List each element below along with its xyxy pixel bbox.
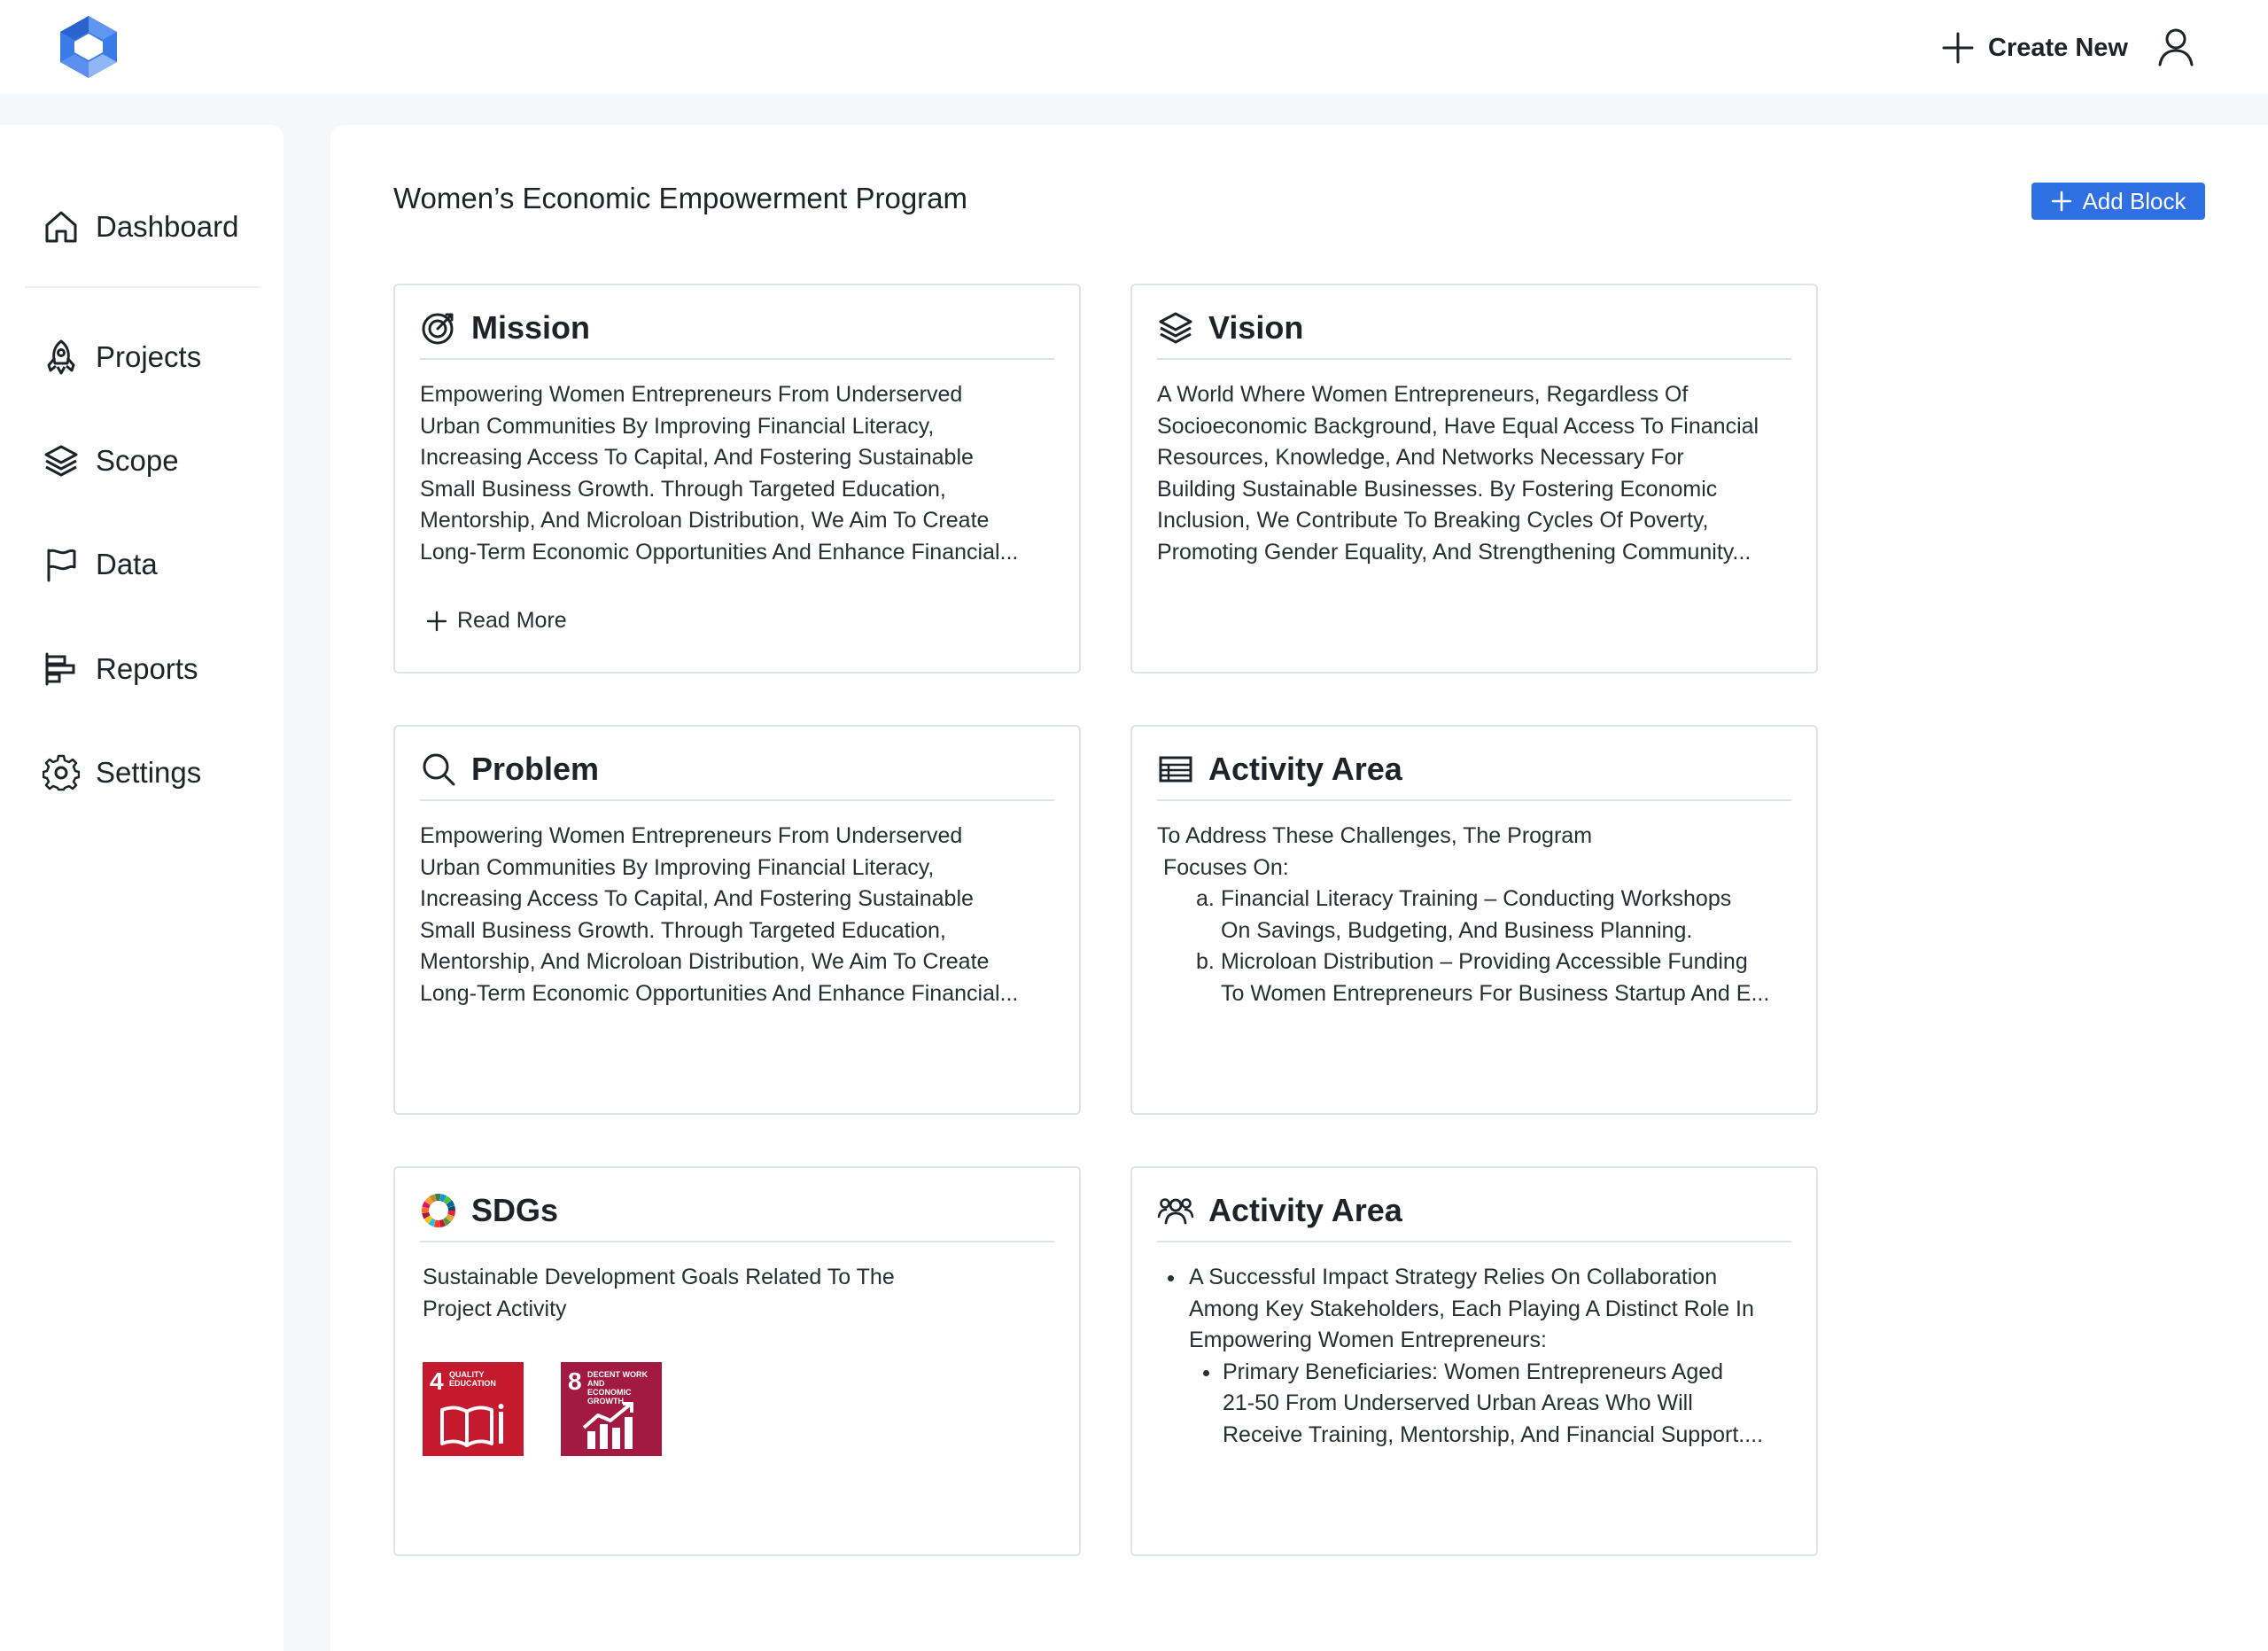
- sdg-goal-number: 4: [430, 1367, 444, 1395]
- list-item-text: Receive Training, Mentorship, And Financial Support....: [1223, 1421, 1764, 1447]
- plus-icon: [1940, 30, 1976, 66]
- card-header: [420, 739, 1054, 801]
- sidebar-item-label: Reports: [96, 652, 198, 685]
- card-text-line: Small Business Growth. Through Targeted Education,: [420, 917, 946, 943]
- sidebar-item-label: Projects: [96, 340, 202, 373]
- card-body: [1157, 1262, 1804, 1452]
- card-text-line: Project Activity: [423, 1296, 567, 1321]
- sdg-goal-4-tile[interactable]: [423, 1362, 524, 1456]
- read-more-button[interactable]: [425, 608, 567, 634]
- create-new-label: Create New: [1988, 33, 2128, 62]
- list-item: [1196, 884, 1804, 946]
- home-icon: [43, 208, 80, 245]
- sdgs-card: [393, 1166, 1081, 1556]
- sidebar-item-reports[interactable]: [43, 644, 198, 694]
- sidebar-item-data[interactable]: [43, 540, 158, 589]
- sdg-goal-8-tile[interactable]: [561, 1362, 662, 1456]
- hexagon-c-logo-icon[interactable]: [57, 14, 120, 80]
- bar-chart-icon: [43, 650, 80, 688]
- card-title: SDGs: [471, 1192, 559, 1228]
- stakeholder-list: [1157, 1262, 1804, 1452]
- plus-icon: [425, 610, 448, 633]
- list-marker: b.: [1196, 949, 1215, 975]
- card-title: Problem: [471, 751, 600, 787]
- vision-card: [1130, 284, 1818, 674]
- table-icon: [1157, 751, 1194, 788]
- sidebar-item-label: Data: [96, 548, 158, 580]
- sidebar-item-label: Scope: [96, 444, 179, 477]
- sdg-goal-label-line: DECENT WORK AND: [587, 1370, 648, 1388]
- activity-area-card: [1130, 725, 1818, 1115]
- list-item: [1189, 1262, 1804, 1452]
- card-header: [420, 298, 1054, 360]
- sdg-goal-label-line: EDUCATION: [449, 1379, 496, 1388]
- add-block-label: Add Block: [2082, 187, 2186, 214]
- card-body: [1157, 379, 1804, 569]
- card-title: Vision: [1208, 309, 1304, 346]
- card-header: [1157, 298, 1791, 360]
- card-text-line: A World Where Women Entrepreneurs, Regardless Of: [1157, 382, 1689, 407]
- list-marker: a.: [1196, 886, 1215, 912]
- user-icon[interactable]: [2156, 27, 2195, 67]
- card-text-line: Resources, Knowledge, And Networks Necessary For: [1157, 445, 1684, 471]
- list-item-text: Microloan Distribution – Providing Accessible Funding: [1221, 949, 1748, 975]
- sidebar-item-scope[interactable]: [43, 436, 179, 486]
- card-header: [1157, 1180, 1791, 1242]
- card-text-line: Urban Communities By Improving Financial Literacy,: [420, 413, 935, 439]
- gear-icon: [43, 754, 80, 791]
- activity-area-card: [1130, 1166, 1818, 1556]
- card-text-line: Small Business Growth. Through Targeted Education,: [420, 476, 946, 502]
- sub-list: [1189, 1357, 1804, 1452]
- card-text-line: Increasing Access To Capital, And Fostering Sustainable: [420, 445, 974, 471]
- users-group-icon: [1157, 1192, 1194, 1229]
- plus-icon: [2050, 190, 2073, 213]
- card-text-line: Socioeconomic Background, Have Equal Access To Financial: [1157, 413, 1759, 439]
- rocket-icon: [43, 339, 80, 376]
- card-body: [1157, 821, 1804, 1010]
- card-text-line: Sustainable Development Goals Related To The: [423, 1265, 895, 1289]
- main-content: [330, 125, 2268, 1651]
- list-item-text: Empowering Women Entrepreneurs:: [1189, 1328, 1547, 1353]
- search-icon: [420, 751, 457, 788]
- activity-list: [1157, 884, 1804, 1009]
- list-item-text: A Successful Impact Strategy Relies On Collaboration: [1189, 1265, 1718, 1289]
- flag-icon: [43, 546, 80, 583]
- mission-card: [393, 284, 1081, 674]
- target-icon: [420, 309, 457, 347]
- sdg-goal-label: [587, 1370, 658, 1406]
- card-text-line: Long-Term Economic Opportunities And Enhance Financial...: [420, 539, 1019, 565]
- card-title: Activity Area: [1208, 1192, 1402, 1228]
- sidebar-item-settings[interactable]: [43, 748, 201, 798]
- card-text-line: Empowering Women Entrepreneurs From Underserved: [420, 823, 963, 848]
- sdg-goal-label-line: ECONOMIC GROWTH: [587, 1388, 632, 1406]
- sdg-goal-label-line: QUALITY: [449, 1370, 485, 1379]
- list-item: [1196, 946, 1804, 1009]
- list-item-text: To Women Entrepreneurs For Business Startup And E...: [1221, 980, 1770, 1006]
- sdg-goal-number: 8: [568, 1367, 582, 1395]
- layers-icon: [1157, 309, 1194, 347]
- card-body: [420, 821, 1067, 1010]
- card-text-line: Inclusion, We Contribute To Breaking Cycles Of Poverty,: [1157, 508, 1709, 533]
- sidebar-item-projects[interactable]: [43, 332, 201, 382]
- card-text-line: Urban Communities By Improving Financial Literacy,: [420, 854, 935, 880]
- sidebar: [0, 125, 284, 1651]
- top-bar: [0, 0, 2268, 94]
- sidebar-item-label: Settings: [96, 756, 202, 789]
- sdg-wheel-icon: [420, 1192, 457, 1229]
- sdg-goal-label: [449, 1370, 520, 1388]
- sidebar-item-dashboard[interactable]: [43, 202, 238, 252]
- create-new-button[interactable]: [1940, 27, 2128, 69]
- card-text-line: Mentorship, And Microloan Distribution, We Aim To Create: [420, 508, 990, 533]
- card-text-line: To Address These Challenges, The Program: [1157, 823, 1593, 848]
- card-text-line: Long-Term Economic Opportunities And Enhance Financial...: [420, 980, 1019, 1006]
- card-body: [423, 1262, 1069, 1325]
- growth-chart-icon: [577, 1401, 646, 1451]
- card-text-line: Mentorship, And Microloan Distribution, We Aim To Create: [420, 949, 990, 975]
- card-text-line: Increasing Access To Capital, And Fostering Sustainable: [420, 886, 974, 912]
- list-item: [1223, 1357, 1804, 1452]
- card-header: [1157, 739, 1791, 801]
- list-item-text: 21-50 From Underserved Urban Areas Who Will: [1223, 1390, 1693, 1416]
- card-title: Mission: [471, 309, 591, 346]
- sidebar-item-label: Dashboard: [96, 210, 239, 243]
- card-text-line: Empowering Women Entrepreneurs From Underserved: [420, 382, 963, 407]
- problem-card: [393, 725, 1081, 1115]
- read-more-label: Read More: [457, 608, 567, 633]
- list-item-text: Among Key Stakeholders, Each Playing A Distinct Role In: [1189, 1296, 1754, 1321]
- card-text-line: Focuses On:: [1157, 854, 1289, 880]
- card-body: [420, 379, 1067, 569]
- layers-icon: [43, 442, 80, 479]
- card-text-line: Promoting Gender Equality, And Strengthening Community...: [1157, 539, 1751, 565]
- list-item-text: On Savings, Budgeting, And Business Planning.: [1221, 917, 1693, 943]
- open-book-icon: [439, 1401, 508, 1451]
- list-item-text: Financial Literacy Training – Conducting Workshops: [1221, 886, 1732, 912]
- sidebar-divider: [25, 286, 260, 288]
- add-block-button[interactable]: [2031, 183, 2205, 220]
- list-item-text: Primary Beneficiaries: Women Entrepreneurs Aged: [1223, 1359, 1724, 1384]
- card-title: Activity Area: [1208, 751, 1402, 787]
- page-title: Women’s Economic Empowerment Program: [393, 182, 968, 214]
- card-text-line: Building Sustainable Businesses. By Fostering Economic: [1157, 476, 1718, 502]
- card-header: [420, 1180, 1054, 1242]
